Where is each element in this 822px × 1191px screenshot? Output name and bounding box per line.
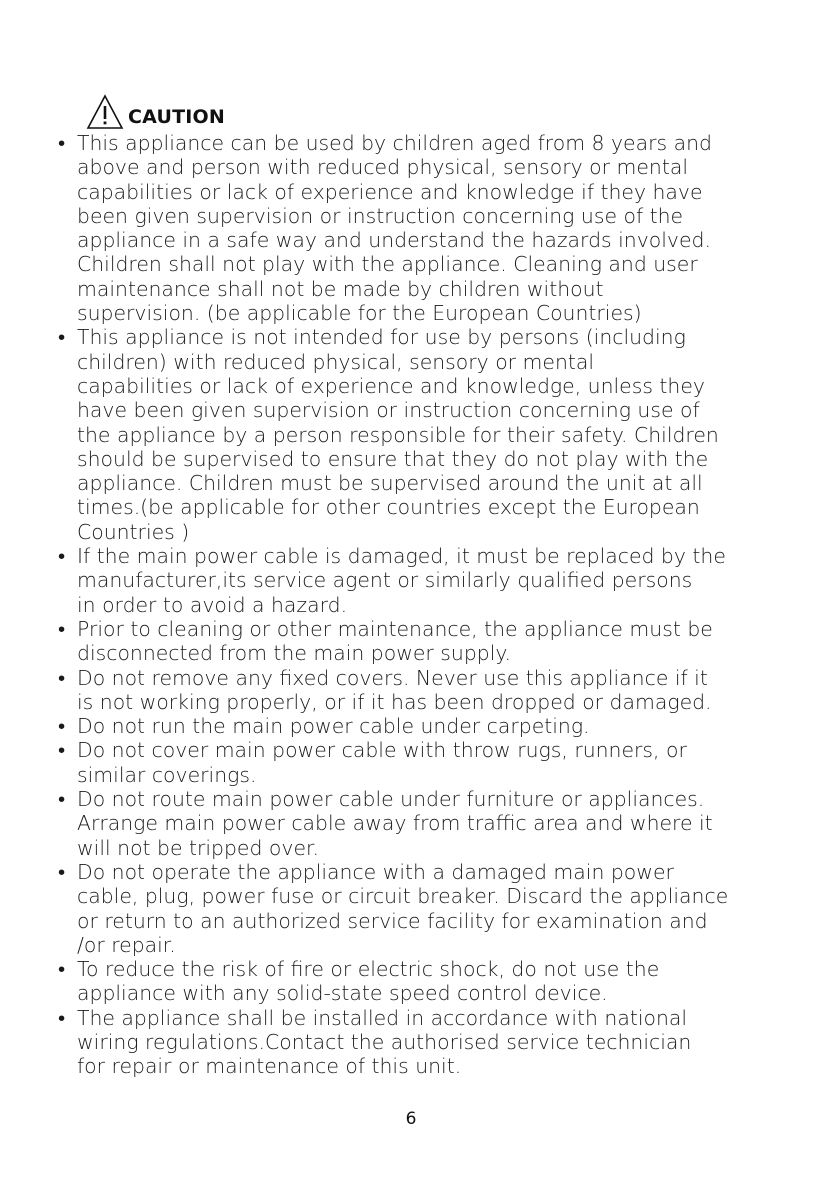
list-item-text: Do not run the main power cable under carpeting. bbox=[77, 714, 590, 739]
bullet: • bbox=[58, 738, 66, 763]
bullet: • bbox=[58, 957, 66, 982]
bullet: • bbox=[58, 131, 66, 155]
list-item bbox=[58, 325, 798, 544]
list-item-text: This appliance can be used by children aged from 8 years and above and person with reduced physical, sensory or mental capabilities or lack of experience and knowledge if they have been given supervision or instruction concerning use of the appliance in a safe way and understand the hazards involved. Children shall not play with the appliance. Cleaning and user maintenance shall not be made by children without supervision. (be applicable for the European Countries) bbox=[77, 131, 712, 326]
list-item-text: If the main power cable is damaged, it must be replaced by the manufacturer,its service agent or similarly qualified persons in order to avoid a hazard. bbox=[77, 544, 726, 617]
list-item-text: Prior to cleaning or other maintenance, the appliance must be disconnected from the main power supply. bbox=[77, 616, 713, 666]
list-item-text: Do not cover main power cable with throw rugs, runners, or similar coverings. bbox=[77, 738, 687, 787]
list-item-text: To reduce the risk of fire or electric shock, do not use the appliance with any solid-state speed control device. bbox=[77, 957, 660, 1006]
caution-heading bbox=[86, 90, 225, 130]
list-item-text: This appliance is not intended for use by persons (including children) with reduced physical, sensory or mental capabilities or lack of experience and knowledge, unless they have been given supervision or instruction concerning use of the appliance by a person responsible for their safety. Children should be supervised to ensure that they do not play with the appliance. Children must be supervised around the unit at all times.(be applicable for other countries except the European Countries ) bbox=[77, 325, 719, 544]
list-item bbox=[58, 617, 798, 666]
list-item bbox=[58, 860, 798, 957]
list-item bbox=[58, 738, 798, 787]
bullet: • bbox=[58, 859, 66, 884]
list-item bbox=[58, 544, 798, 617]
bullet: • bbox=[58, 714, 66, 739]
bullet: • bbox=[58, 665, 66, 690]
list-item bbox=[58, 131, 798, 325]
list-item bbox=[58, 787, 798, 860]
list-item-text: Do not operate the appliance with a damaged main power cable, plug, power fuse or circuit breaker. Discard the appliance or return to an authorized service facility for examination and /or repair. bbox=[77, 859, 729, 957]
list-item bbox=[58, 957, 798, 1006]
bullet: • bbox=[58, 544, 66, 569]
caution-list bbox=[58, 131, 798, 1079]
list-item-text: The appliance shall be installed in accordance with national wiring regulations.Contact the authorised service technician for repair or maintenance of this unit. bbox=[77, 1005, 692, 1079]
bullet: • bbox=[58, 325, 66, 350]
list-item-text: Do not route main power cable under furniture or appliances. Arrange main power cable away from traffic area and where it will not be tripped over. bbox=[77, 787, 713, 860]
bullet: • bbox=[58, 1005, 66, 1030]
list-item bbox=[58, 666, 798, 715]
caution-title: CAUTION bbox=[128, 106, 225, 128]
warning-triangle-icon bbox=[86, 94, 124, 130]
list-item bbox=[58, 1006, 798, 1079]
list-item bbox=[58, 714, 798, 738]
list-item-text: Do not remove any fixed covers. Never use this appliance if it is not working properly, or if it has been dropped or damaged. bbox=[77, 665, 712, 714]
bullet: • bbox=[58, 616, 66, 641]
page-number: 6 bbox=[405, 1109, 417, 1129]
bullet: • bbox=[58, 787, 66, 812]
